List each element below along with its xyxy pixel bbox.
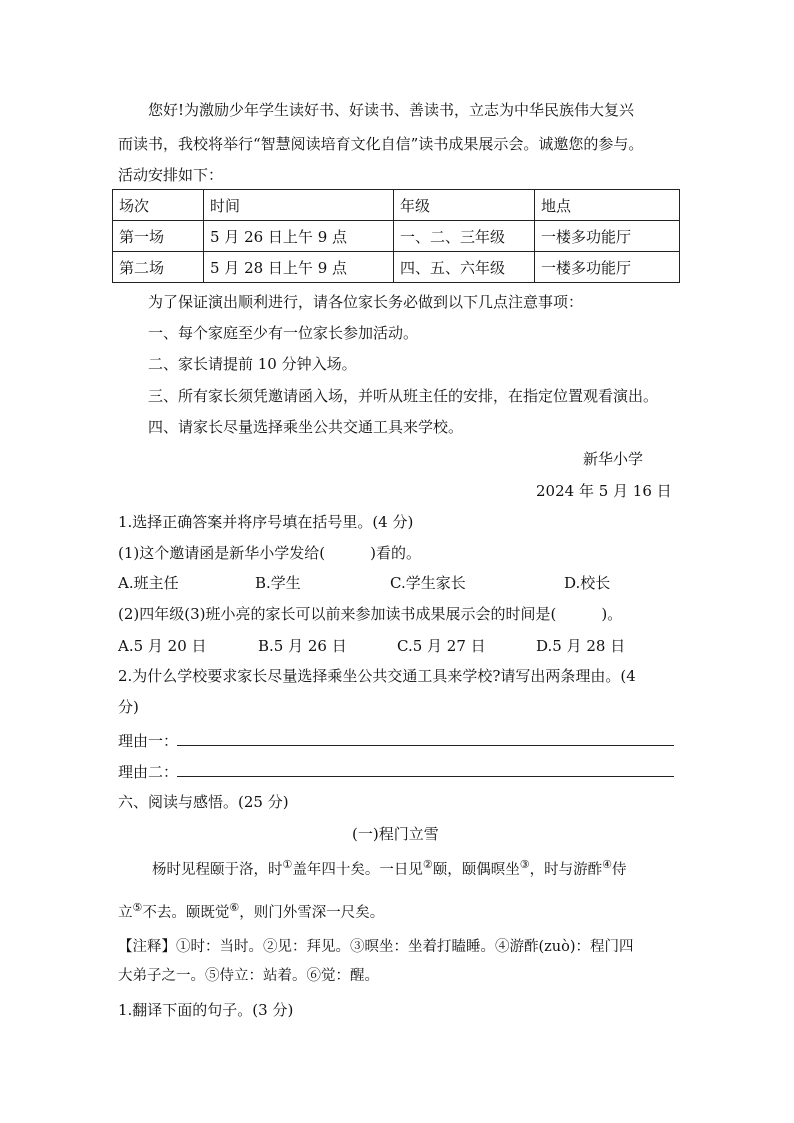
table-row (113, 221, 680, 252)
table-cell: 一楼多功能厅 (535, 221, 680, 252)
table-cell: 一楼多功能厅 (535, 252, 680, 283)
table-cell: 第一场 (113, 221, 204, 252)
reason-1-answer-line[interactable] (177, 745, 674, 746)
table-cell: 5 月 26 日上午 9 点 (204, 221, 394, 252)
question-2-title-line-1: 2.为什么学校要求家长尽量选择乘坐公共交通工具来学校?请写出两条理由。(4 (118, 667, 636, 685)
passage-text: ，则门外雪深一尺矣。 (239, 905, 385, 921)
letter-line-1: 您好!为激励少年学生读好书、好读书、善读书，立志为中华民族伟大复兴 (148, 101, 635, 119)
notice-item: 二、家长请提前 10 分钟入场。 (148, 355, 357, 373)
passage-line-1 (152, 860, 627, 880)
letter-date: 2024 年 5 月 16 日 (536, 482, 672, 500)
passage-text: 颐，颐偶暝坐 (432, 862, 520, 878)
option-d: D.5 月 28 日 (536, 637, 626, 655)
footnote-marker: ⑤ (132, 901, 143, 915)
passage-text: 盖年四十矣。一日见 (292, 862, 423, 878)
footnote-marker: ③ (519, 858, 530, 872)
schedule-table (112, 189, 680, 283)
option-d: D.校长 (564, 574, 611, 592)
footnote-marker: ② (422, 858, 433, 872)
letter-signature: 新华小学 (583, 450, 644, 468)
notes-line-1: 【注释】①时：当时。②见：拜见。③暝坐：坐着打瞌睡。④游酢(zuò)：程门四 (118, 939, 634, 955)
table-cell: 5 月 28 日上午 9 点 (204, 252, 394, 283)
footnote-marker: ④ (602, 858, 612, 872)
option-b: B.5 月 26 日 (258, 637, 347, 655)
table-header-cell: 地点 (535, 190, 680, 221)
table-cell: 一、二、三年级 (394, 221, 535, 252)
question-2-title-line-2: 分) (118, 698, 139, 716)
table-row (113, 252, 680, 283)
passage-text: 侍 (612, 862, 627, 878)
table-header-cell: 时间 (204, 190, 394, 221)
notice-intro: 为了保证演出顺利进行，请各位家长务必做到以下几点注意事项： (148, 293, 584, 311)
question-1-title: 1.选择正确答案并将序号填在括号里。(4 分) (118, 513, 414, 531)
passage-text: ，时与游酢 (529, 862, 603, 878)
footnote-marker: ⑥ (229, 901, 240, 915)
question-title: 1.翻译下面的句子。(3 分) (118, 1001, 294, 1019)
passage-title: (一)程门立雪 (352, 825, 439, 843)
table-header-cell: 年级 (394, 190, 535, 221)
option-a: A.5 月 20 日 (118, 637, 207, 655)
passage-line-2 (118, 903, 384, 923)
notice-item: 一、每个家庭至少有一位家长参加活动。 (148, 324, 419, 342)
letter-line-3: 活动安排如下： (118, 166, 224, 184)
question-1-sub-1: (1)这个邀请函是新华小学发给( )看的。 (118, 544, 421, 562)
reason-1-label: 理由一： (118, 732, 179, 750)
table-cell: 四、五、六年级 (394, 252, 535, 283)
reason-2-answer-line[interactable] (177, 776, 674, 777)
table-cell: 第二场 (113, 252, 204, 283)
section-heading: 六、阅读与感悟。(25 分) (118, 793, 289, 811)
footnote-marker: ① (282, 858, 293, 872)
option-a: A.班主任 (118, 574, 179, 592)
reason-2-label: 理由二： (118, 763, 179, 781)
question-1-sub-2: (2)四年级(3)班小亮的家长可以前来参加读书成果展示会的时间是( )。 (118, 605, 623, 623)
notes-line-2: 大弟子之一。⑤侍立：站着。⑥觉：醒。 (118, 968, 379, 984)
letter-line-2: 而读书，我校将举行“智慧阅读培育文化自信”读书成果展示会。诚邀您的参与。 (118, 135, 644, 153)
notice-item: 四、请家长尽量选择乘坐公共交通工具来学校。 (148, 418, 464, 436)
option-c: C.5 月 27 日 (397, 637, 486, 655)
table-header-cell: 场次 (113, 190, 204, 221)
passage-text: 立 (118, 905, 133, 921)
option-b: B.学生 (255, 574, 301, 592)
passage-text: 杨时见程颐于洛，时 (152, 862, 283, 878)
passage-text: 不去。颐既觉 (142, 905, 230, 921)
table-header-row (113, 190, 680, 221)
notice-item: 三、所有家长须凭邀请函入场，并听从班主任的安排，在指定位置观看演出。 (148, 387, 659, 405)
option-c: C.学生家长 (390, 574, 466, 592)
